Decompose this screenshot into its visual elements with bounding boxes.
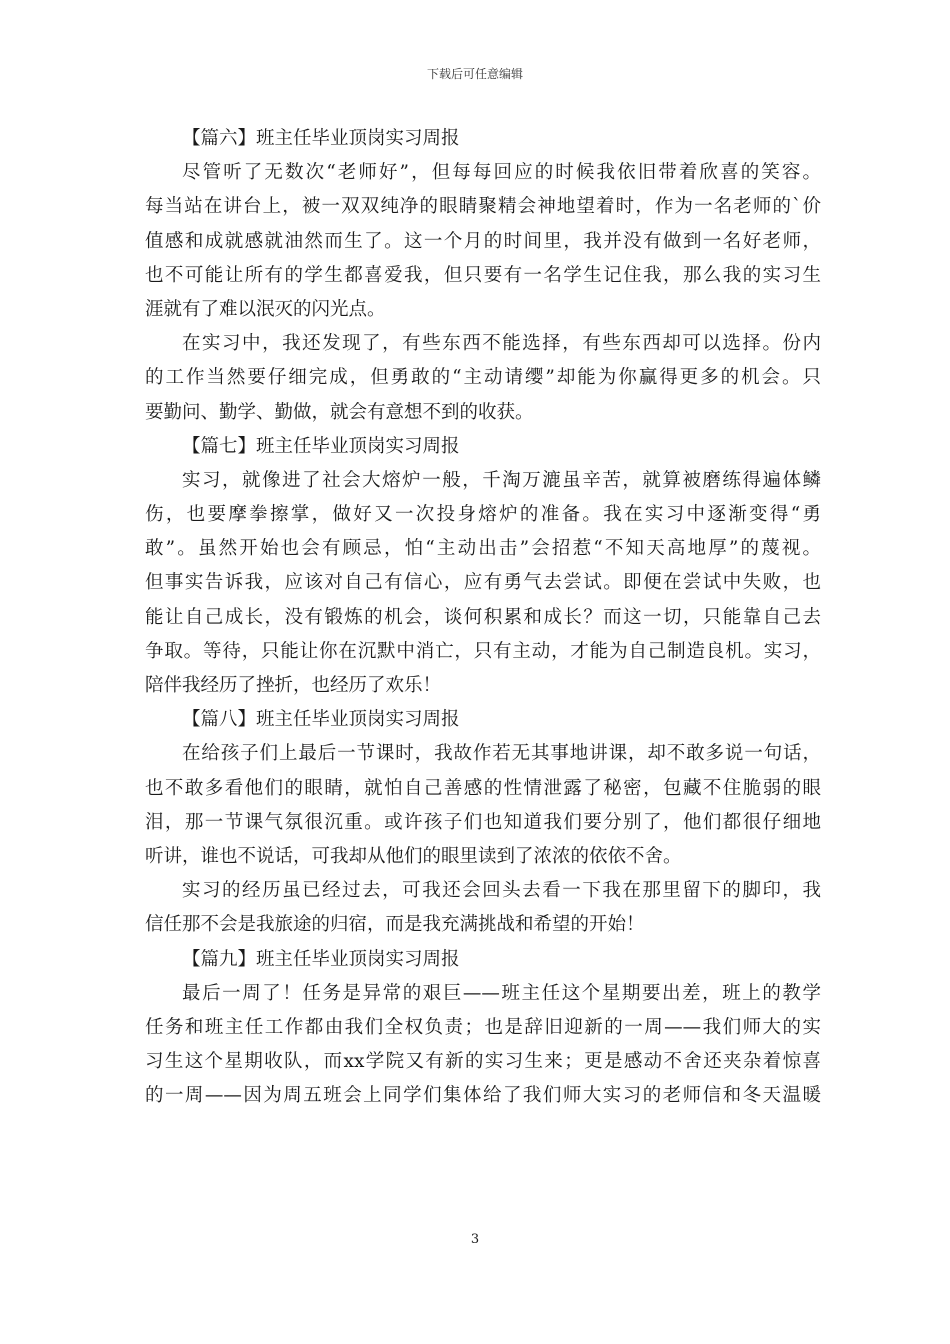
- text-line: 也不敢多看他们的眼睛，就怕自己善感的性情泄露了秘密，包藏不住脆弱的眼: [145, 777, 821, 799]
- text-line: 敢”。虽然开始也会有顾忌，怕“主动出击”会招惹“不知天高地厚”的蔑视。: [145, 538, 821, 560]
- document-body: [145, 122, 821, 1113]
- text-line: 值感和成就感就油然而生了。这一个月的时间里，我并没有做到一名好老师，: [145, 230, 821, 252]
- text-line: 涯就有了难以泯灭的闪光点。: [145, 298, 386, 320]
- text-line: 伤，也要摩拳擦掌，做好又一次投身熔炉的准备。我在实习中逐渐变得“勇: [145, 504, 821, 526]
- section-heading: 【篇七】班主任毕业顶岗实习周报: [182, 435, 460, 457]
- text-line: 每当站在讲台上，被一双双纯净的眼睛聚精会神地望着时，作为一名老师的`价: [145, 196, 821, 218]
- text-line: 在给孩子们上最后一节课时，我故作若无其事地讲课，却不敢多说一句话，: [182, 743, 821, 765]
- text-line: 的工作当然要仔细完成，但勇敢的“主动请缨”却能为你赢得更多的机会。只: [145, 367, 821, 389]
- section-heading: 【篇六】班主任毕业顶岗实习周报: [182, 128, 460, 149]
- section-heading: 【篇八】班主任毕业顶岗实习周报: [182, 709, 460, 731]
- text-line: 最后一周了！任务是异常的艰巨——班主任这个星期要出差，班上的教学: [182, 982, 821, 1004]
- header-note: 下载后可任意编辑: [426, 67, 523, 81]
- text-line: 实习，就像进了社会大熔炉一般，千淘万漉虽辛苦，就算被磨练得遍体鳞: [182, 469, 821, 491]
- text-line: 在实习中，我还发现了，有些东西不能选择，有些东西却可以选择。份内: [182, 333, 821, 355]
- text-line: 信任那不会是我旅途的归宿，而是我充满挑战和希望的开始！: [145, 914, 645, 936]
- text-line: 泪，那一节课气氛很沉重。或许孩子们也知道我们要分别了，他们都很仔细地: [145, 811, 821, 833]
- page-number: 3: [470, 1232, 480, 1247]
- text-line: 争取。等待，只能让你在沉默中消亡，只有主动，才能为自己制造良机。实习，: [145, 640, 821, 662]
- text-line: 的一周——因为周五班会上同学们集体给了我们师大实习的老师信和冬天温暖: [145, 1085, 821, 1107]
- text-line: 要勤问、勤学、勤做，就会有意想不到的收获。: [145, 401, 534, 423]
- section-heading: 【篇九】班主任毕业顶岗实习周报: [182, 948, 460, 970]
- text-line: 也不可能让所有的学生都喜爱我，但只要有一名学生记住我，那么我的实习生: [145, 264, 821, 286]
- text-line: 习生这个星期收队，而xx学院又有新的实习生来；更是感动不舍还夹杂着惊喜: [145, 1051, 821, 1073]
- text-line: 实习的经历虽已经过去，可我还会回头去看一下我在那里留下的脚印，我: [182, 880, 821, 902]
- text-line: 听讲，谁也不说话，可我却从他们的眼里读到了浓浓的依依不舍。: [145, 845, 682, 867]
- text-line: 尽管听了无数次“老师好”，但每每回应的时候我依旧带着欣喜的笑容。: [182, 162, 821, 184]
- text-line: 任务和班主任工作都由我们全权负责；也是辞旧迎新的一周——我们师大的实: [145, 1016, 821, 1038]
- text-line: 陪伴我经历了挫折，也经历了欢乐！: [145, 675, 442, 696]
- text-line: 能让自己成长，没有锻炼的机会，谈何积累和成长？而这一切，只能靠自己去: [145, 606, 821, 628]
- text-line: 但事实告诉我，应该对自己有信心，应有勇气去尝试。即便在尝试中失败，也: [145, 572, 821, 594]
